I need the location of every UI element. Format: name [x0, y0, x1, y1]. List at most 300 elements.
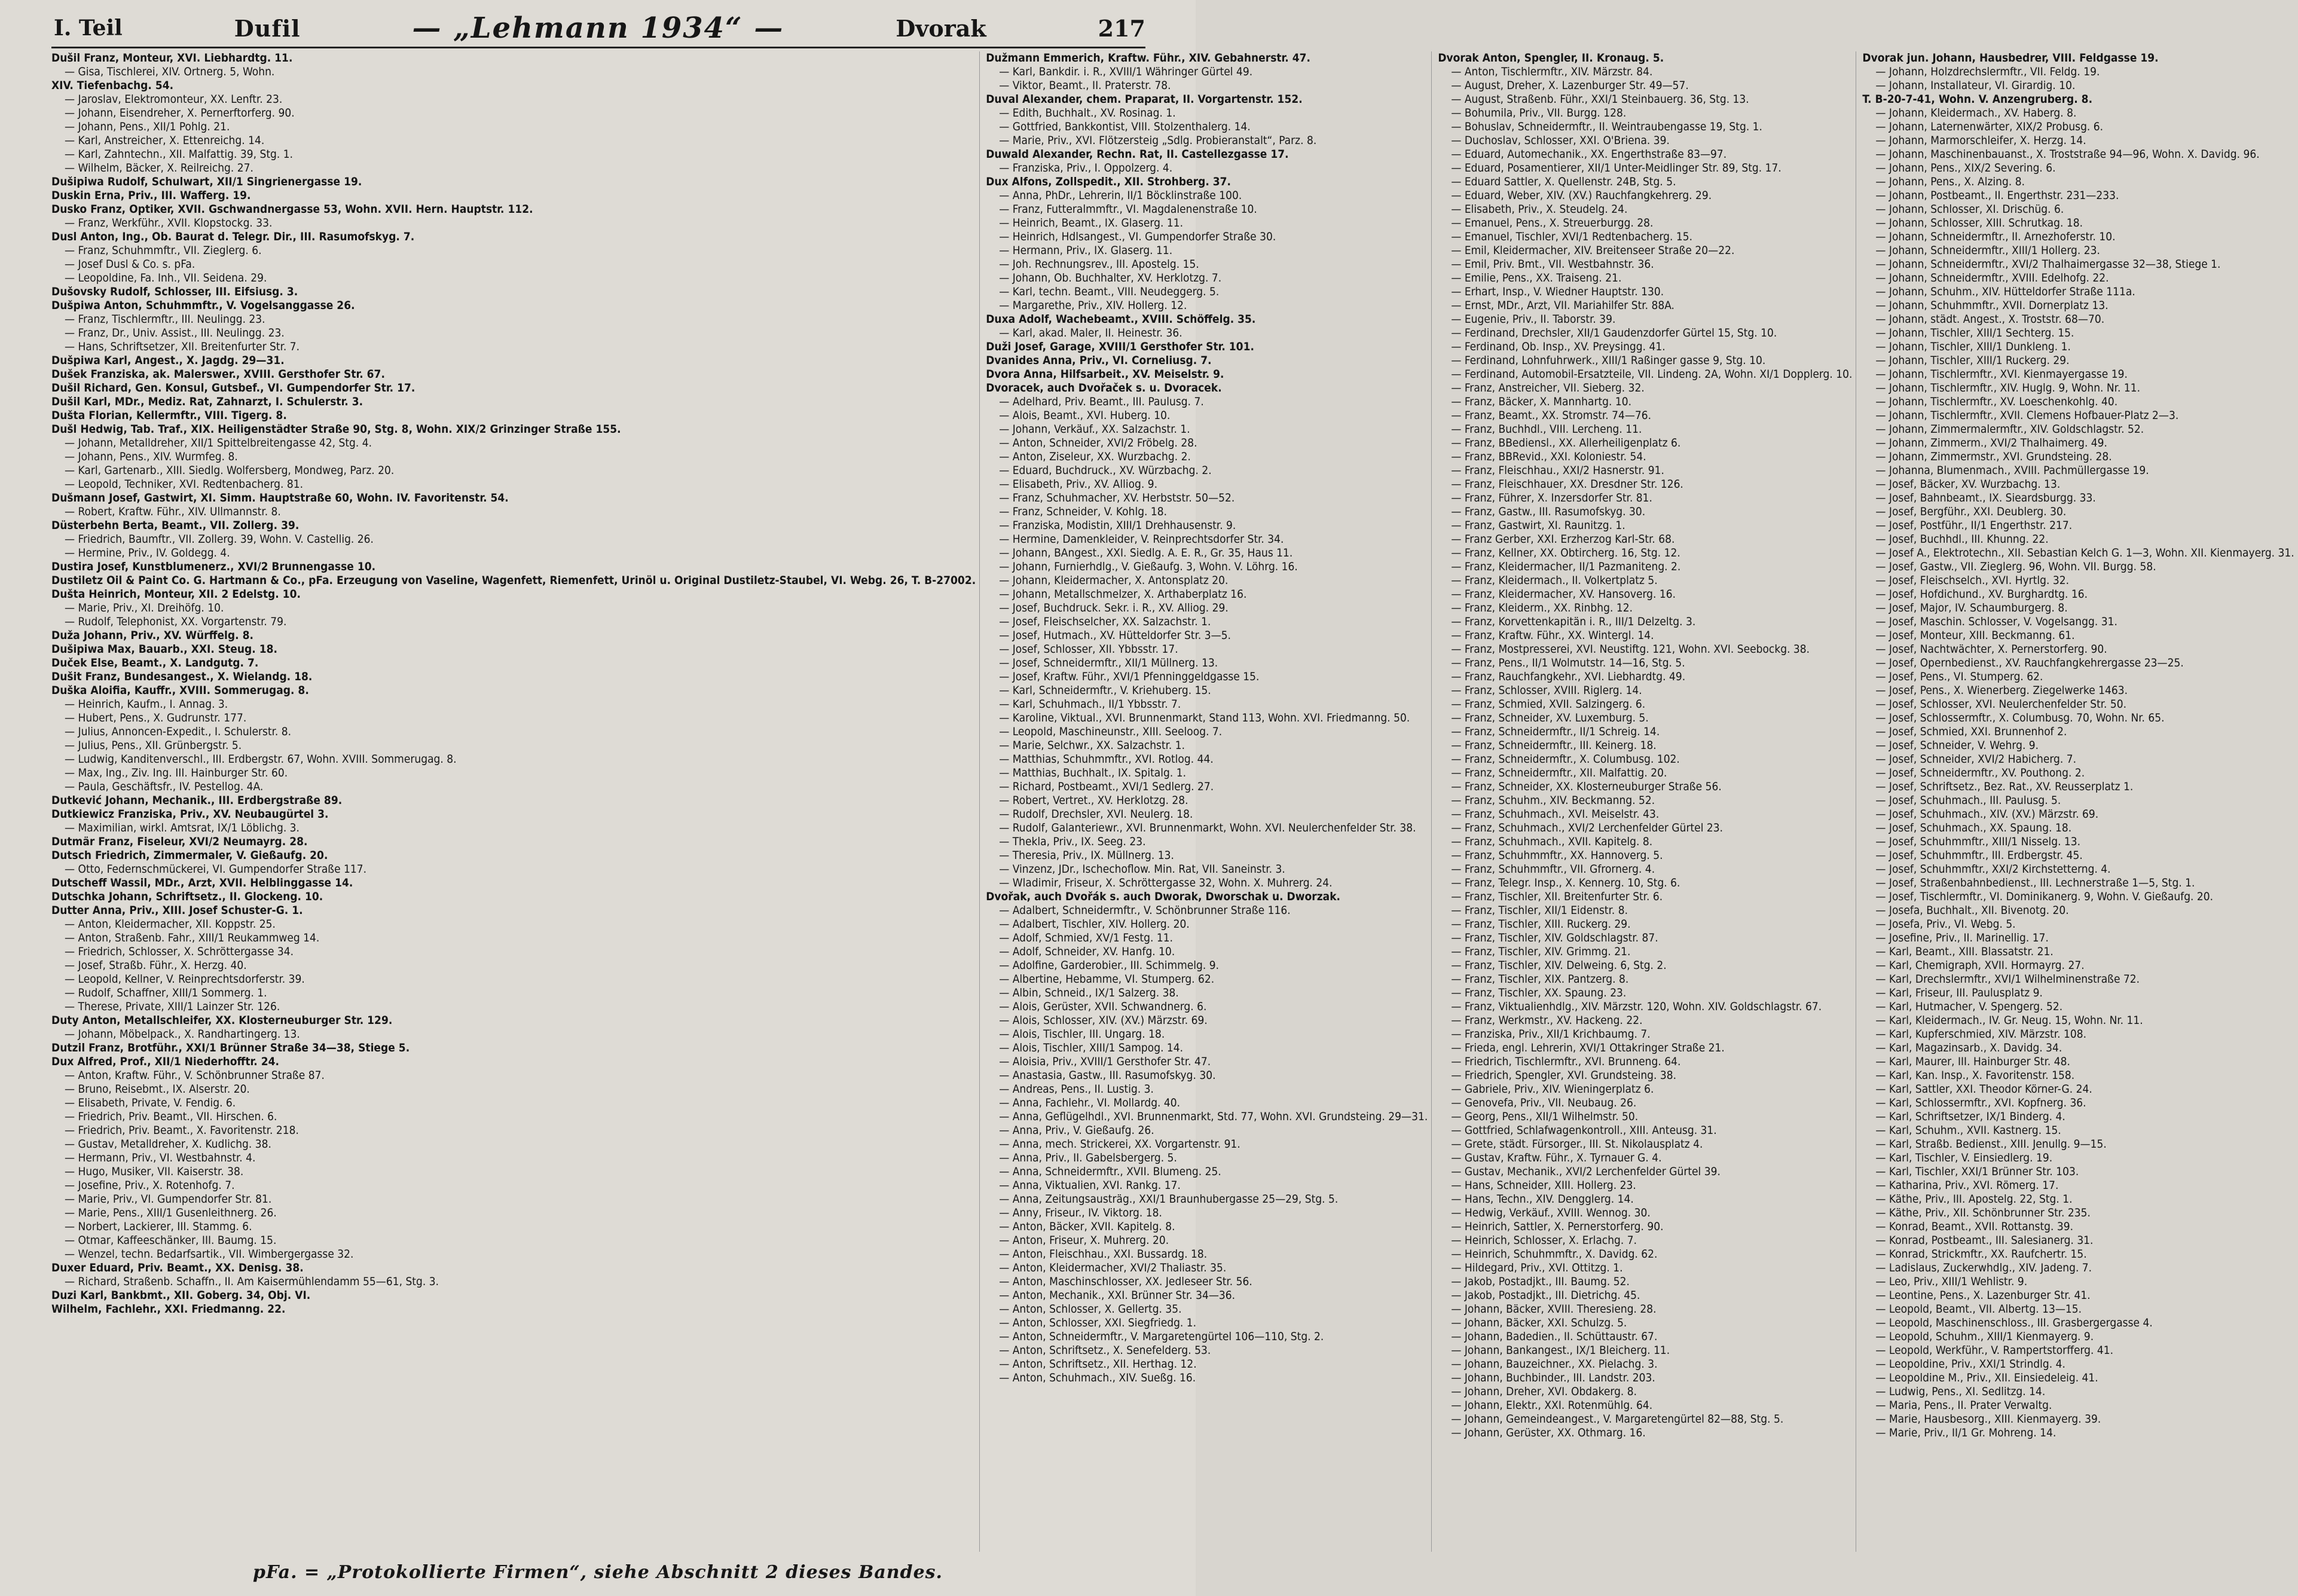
directory-entry: — Franz, Tischler, XIV. Delweing. 6, Stg. 2. [1451, 959, 1667, 972]
directory-entry: — Karl, Hutmacher, V. Spengerg. 52. [1875, 1000, 2063, 1013]
directory-entry: Dvorak jun. Johann, Hausbedrer, VIII. Feldgasse 19. [1862, 51, 2159, 65]
directory-entry: — Matthias, Buchhalt., IX. Spitalg. 1. [999, 766, 1187, 779]
directory-entry: — Franziska, Priv., I. Oppolzerg. 4. [999, 161, 1173, 175]
directory-entry: Dužmann Emmerich, Kraftw. Führ., XIV. Gebahnerstr. 47. [986, 51, 1310, 65]
directory-entry: — Anton, Friseur, X. Muhrerg. 20. [999, 1234, 1169, 1247]
directory-entry: — Karl, Tischler, V. Einsiedlerg. 19. [1875, 1151, 2053, 1164]
directory-entry: — Franz, Tischlermftr., III. Neulingg. 23. [65, 313, 265, 326]
directory-entry: — Karl, Friseur, III. Paulusplatz 9. [1875, 986, 2043, 999]
directory-entry: — Emil, Priv. Bmt., VII. Westbahnstr. 36. [1451, 258, 1654, 271]
directory-entry: Dvorak Anton, Spengler, II. Kronaug. 5. [1438, 51, 1664, 65]
directory-entry: — Anastasia, Gastw., III. Rasumofskyg. 30. [999, 1069, 1216, 1082]
directory-entry: — Adolfine, Garderobier., III. Schimmelg. 9. [999, 959, 1220, 972]
directory-entry: — Josef, Major, IV. Schaumburgerg. 8. [1875, 601, 2068, 614]
directory-entry: — Franz, BBRevid., XXI. Koloniestr. 54. [1451, 450, 1646, 463]
directory-entry: — Eduard, Weber, XIV. (XV.) Rauchfangkehrerg. 29. [1451, 189, 1712, 202]
directory-entry: — Johann, Eisendreher, X. Pernerftorferg. 90. [65, 106, 295, 120]
directory-entry: — Johann, Schlosser, XI. Drischüg. 6. [1875, 203, 2064, 216]
directory-entry: — Rudolf, Schaffner, XIII/1 Sommerg. 1. [65, 986, 267, 999]
directory-entry: — Johann, Buchbinder., III. Landstr. 203. [1451, 1371, 1655, 1384]
directory-entry: — Johann, Bäcker, XXI. Schulzg. 5. [1451, 1316, 1627, 1329]
directory-entry: — Leopold, Beamt., VII. Albertg. 13—15. [1875, 1303, 2082, 1316]
directory-entry: — Grete, städt. Fürsorger., III. St. Nikolausplatz 4. [1451, 1138, 1703, 1151]
directory-entry: — Franz, Kleiderm., XX. Rinbhg. 12. [1451, 601, 1633, 614]
directory-entry: — Leopold, Kellner, V. Reinprechtsdorferstr. 39. [65, 973, 305, 986]
directory-entry: — Frieda, engl. Lehrerin, XVI/1 Ottakringer Straße 21. [1451, 1041, 1725, 1054]
directory-entry: — Anna, Viktualien, XVI. Rankg. 17. [999, 1179, 1181, 1192]
directory-entry: — Richard, Postbeamt., XVI/1 Sedlerg. 27. [999, 780, 1214, 793]
directory-entry: — Johann, Laternenwärter, XIX/2 Probusg. 6. [1875, 120, 2104, 133]
directory-entry: — Karl, Tischler, XXI/1 Brünner Str. 103. [1875, 1165, 2079, 1178]
directory-entry: — Robert, Kraftw. Führ., XIV. Ullmannstr. 8. [65, 505, 281, 518]
directory-entry: — Franz, Dr., Univ. Assist., III. Neulingg. 23. [65, 326, 285, 340]
directory-entry: Dusl Anton, Ing., Ob. Baurat d. Telegr. Dir., III. Rasumofskyg. 7. [51, 230, 415, 243]
directory-entry: Dvanides Anna, Priv., VI. Corneliusg. 7. [986, 354, 1212, 367]
directory-entry: — Bohuslav, Schneidermftr., II. Weintraubengasse 19, Stg. 1. [1451, 120, 1762, 133]
directory-entry: — Josef, Schuhmach., XIV. (XV.) Märzstr. 69. [1875, 808, 2099, 821]
directory-entry: — Franz, Tischler, XIX. Pantzerg. 8. [1451, 973, 1629, 986]
directory-entry: — Karl, Schriftsetzer, IX/1 Binderg. 4. [1875, 1110, 2065, 1123]
directory-entry: — Franz, Tischler, XII. Breitenfurter Str. 6. [1451, 890, 1663, 903]
footer-note: pFa. = „Protokollierte Firmen“, siehe Abschnitt 2 dieses Bandes. [253, 1562, 943, 1583]
directory-entry: — Adolf, Schneider, XV. Hanfg. 10. [999, 945, 1175, 958]
directory-entry: — Karl, Drechslermftr., XVI/1 Wilhelminenstraße 72. [1875, 973, 2140, 986]
directory-entry: — Gisa, Tischlerei, XIV. Ortnerg. 5, Wohn. [65, 65, 275, 78]
directory-entry: — Friedrich, Baumftr., VII. Zollerg. 39, Wohn. V. Castellig. 26. [65, 533, 374, 546]
directory-entry: — Franz, BBediensl., XX. Allerheiligenplatz 6. [1451, 436, 1681, 450]
directory-entry: — Ferdinand, Ob. Insp., XV. Preysingg. 41. [1451, 340, 1666, 353]
directory-entry: — Johann, Schuhm., XIV. Hütteldorfer Straße 111a. [1875, 285, 2135, 298]
directory-entry: — Johann, Pens., XIX/2 Severing. 6. [1875, 161, 2056, 175]
directory-entry: Duxa Adolf, Wachebeamt., XVIII. Schöffelg. 35. [986, 313, 1256, 326]
directory-entry: — Johann, Badedien., II. Schüttaustr. 67. [1451, 1330, 1658, 1343]
directory-entry: — Johann, Schneidermftr., XVIII. Edelhofg. 22. [1875, 271, 2109, 285]
directory-entry: Dušmann Josef, Gastwirt, XI. Simm. Hauptstraße 60, Wohn. IV. Favoritenstr. 54. [51, 491, 509, 505]
directory-entry: — Josef, Straßb. Führ., X. Herzg. 40. [65, 959, 247, 972]
directory-entry: — Otto, Federnschmückerei, VI. Gumpendorfer Straße 117. [65, 863, 367, 876]
directory-entry: — Karl, Straßb. Bedienst., XIII. Jenullg. 9—15. [1875, 1138, 2107, 1151]
directory-entry: — Josef, Schneider, XVI/2 Habicherg. 7. [1875, 753, 2077, 766]
directory-entry: Dvořak, auch Dvořák s. auch Dworak, Dworschak u. Dworzak. [986, 890, 1341, 903]
directory-entry: — Franz, Schneider, XV. Luxemburg. 5. [1451, 711, 1649, 724]
directory-entry: — Hermine, Damenkleider, V. Reinprechtsdorfer Str. 34. [999, 533, 1284, 546]
directory-entry: Dutschka Johann, Schriftsetz., II. Glockeng. 10. [51, 890, 323, 903]
directory-entry: — Ludwig, Pens., XI. Sedlitzg. 14. [1875, 1385, 2046, 1398]
directory-entry: — Leopold, Maschineunstr., XIII. Seeloog. 7. [999, 725, 1223, 738]
directory-entry: — Franz, Schneider, XX. Klosterneuburger Straße 56. [1451, 780, 1722, 793]
directory-entry: — Hans, Schriftsetzer, XII. Breitenfurter Str. 7. [65, 340, 300, 353]
directory-columns [51, 51, 2294, 1552]
directory-entry: Duček Else, Beamt., X. Landgutg. 7. [51, 656, 259, 669]
directory-entry: — Karl, Schlossermftr., XVI. Kopfnerg. 36. [1875, 1096, 2086, 1109]
directory-entry: — Emanuel, Tischler, XVI/1 Redtenbacherg. 15. [1451, 230, 1693, 243]
directory-entry: — Franz, Futteralmmftr., VI. Magdalenenstraße 10. [999, 203, 1257, 216]
directory-entry: — Heinrich, Sattler, X. Pernerstorferg. 90. [1451, 1220, 1664, 1233]
directory-entry: — Anton, Straßenb. Fahr., XIII/1 Reukammweg 14. [65, 931, 320, 944]
directory-entry: — Franziska, Priv., XII/1 Krichbaumg. 7. [1451, 1028, 1651, 1041]
directory-entry: — Josef, Bergführ., XXI. Deublerg. 30. [1875, 505, 2067, 518]
directory-entry: — Franz, Telegr. Insp., X. Kennerg. 10, Stg. 6. [1451, 876, 1680, 889]
directory-entry: — Josef, Schuhmach., III. Paulusg. 5. [1875, 794, 2061, 807]
directory-entry: — Anton, Bäcker, XVII. Kapitelg. 8. [999, 1220, 1175, 1233]
directory-entry: Dustira Josef, Kunstblumenerz., XVI/2 Brunnengasse 10. [51, 560, 376, 573]
directory-entry: — Norbert, Lackierer, III. Stammg. 6. [65, 1220, 252, 1233]
directory-entry: — Johann, Dreher, XVI. Obdakerg. 8. [1451, 1385, 1637, 1398]
directory-entry: — Joh. Rechnungsrev., III. Apostelg. 15. [999, 258, 1199, 271]
directory-entry: — Josef, Schlossermftr., X. Columbusg. 70, Wohn. Nr. 65. [1875, 711, 2165, 724]
directory-entry: — Franz, Viktualienhdlg., XIV. Märzstr. 120, Wohn. XIV. Goldschlagstr. 67. [1451, 1000, 1822, 1013]
directory-entry: Dušipiwa Rudolf, Schulwart, XII/1 Singrienergasse 19. [51, 175, 362, 188]
directory-entry: — Franz, Anstreicher, VII. Sieberg. 32. [1451, 381, 1645, 395]
directory-entry: Duzi Karl, Bankbmt., XII. Goberg. 34, Obj. VI. [51, 1289, 311, 1302]
directory-entry: — Josefa, Priv., VI. Webg. 5. [1875, 918, 2016, 931]
directory-entry: — Johann, Bankangest., IX/1 Bleicherg. 11. [1451, 1344, 1670, 1357]
directory-entry: — Josef, Schuhmmftr., III. Erdbergstr. 45. [1875, 849, 2083, 862]
directory-entry: — Franz, Schlosser, XVIII. Riglerg. 14. [1451, 684, 1642, 697]
directory-entry: Dux Alfons, Zollspedit., XII. Strohberg. 37. [986, 175, 1231, 188]
directory-entry: Dusko Franz, Optiker, XVII. Gschwandnergasse 53, Wohn. XVII. Hern. Hauptstr. 112. [51, 203, 533, 216]
directory-entry: — Anna, PhDr., Lehrerin, II/1 Böcklinstraße 100. [999, 189, 1242, 202]
directory-entry: — Anton, Kraftw. Führ., V. Schönbrunner Straße 87. [65, 1069, 325, 1082]
directory-entry: — Hildegard, Priv., XVI. Ottitzg. 1. [1451, 1261, 1623, 1274]
directory-entry: — Maria, Pens., II. Prater Verwaltg. [1875, 1399, 2052, 1412]
directory-entry: — Otmar, Kaffeeschänker, III. Baumg. 15. [65, 1234, 277, 1247]
directory-entry: — Josef, Schriftsetz., Bez. Rat., XV. Reusserplatz 1. [1875, 780, 2134, 793]
directory-entry: — Hermann, Priv., IX. Glaserg. 11. [999, 244, 1173, 257]
directory-entry: — Johann, Maschinenbauanst., X. Troststraße 94—96, Wohn. X. Davidg. 96. [1875, 148, 2260, 161]
directory-entry: — Franz, Schuhmach., XVI. Meiselstr. 43. [1451, 808, 1660, 821]
directory-entry: — Thekla, Priv., IX. Seeg. 23. [999, 835, 1146, 848]
directory-entry: — Josef, Postführ., II/1 Engerthstr. 217. [1875, 519, 2073, 532]
directory-entry: — Karl, akad. Maler, II. Heinestr. 36. [999, 326, 1182, 340]
directory-entry: — Josef, Schmied, XXI. Brunnenhof 2. [1875, 725, 2067, 738]
directory-entry: — Alois, Gerüster, XVII. Schwandnerg. 6. [999, 1000, 1207, 1013]
directory-entry: — Robert, Vertret., XV. Herklotzg. 28. [999, 794, 1188, 807]
directory-entry: — Josefine, Priv., II. Marinellig. 17. [1875, 931, 2049, 944]
directory-entry: — Franz, Schneider, V. Kohlg. 18. [999, 505, 1168, 518]
directory-entry: Dušipiwa Max, Bauarb., XXI. Steug. 18. [51, 643, 278, 656]
directory-entry: — Gottfried, Schlafwagenkontroll., XIII. Anteusg. 31. [1451, 1124, 1717, 1137]
directory-entry: — Alois, Schlosser, XIV. (XV.) Märzstr. 69. [999, 1014, 1208, 1027]
directory-entry: — Ludwig, Kanditenverschl., III. Erdbergstr. 67, Wohn. XVIII. Sommerugag. 8. [65, 753, 457, 766]
column-3 [1438, 51, 1856, 1552]
directory-entry: — Rudolf, Drechsler, XVI. Neulerg. 18. [999, 808, 1193, 821]
directory-entry: — Leopoldine, Priv., XXI/1 Strindlg. 4. [1875, 1357, 2065, 1371]
directory-entry: — Johann, Tischlermftr., XVI. Kienmayergasse 19. [1875, 368, 2128, 381]
directory-entry: — Leopold, Techniker, XVI. Redtenbacherg. 81. [65, 478, 304, 491]
directory-entry: — Friedrich, Spengler, XVI. Grundsteing. 38. [1451, 1069, 1677, 1082]
directory-entry: — Ladislaus, Zuckerwhdlg., XIV. Jadeng. 7. [1875, 1261, 2092, 1274]
directory-entry: — Karl, Schuhm., XVII. Kastnerg. 15. [1875, 1124, 2061, 1137]
directory-entry: — Käthe, Priv., III. Apostelg. 22, Stg. 1. [1875, 1193, 2073, 1206]
directory-entry: — Franz, Beamt., XX. Stromstr. 74—76. [1451, 409, 1652, 422]
directory-entry: Dušpiwa Anton, Schuhmmftr., V. Vogelsanggasse 26. [51, 299, 355, 312]
directory-entry: — Josef, Schuhmmftr., XXI/2 Kirchstetterng. 4. [1875, 863, 2111, 876]
directory-entry: — Johann, Zimmermalermftr., XIV. Goldschlagstr. 52. [1875, 423, 2144, 436]
directory-entry: — Karl, Sattler, XXI. Theodor Körner-G. 24. [1875, 1083, 2092, 1096]
directory-entry: — Karl, Kleidermach., IV. Gr. Neug. 15, Wohn. Nr. 11. [1875, 1014, 2143, 1027]
directory-entry: — Johann, Holzdrechslermftr., VII. Feldg. 19. [1875, 65, 2100, 78]
directory-entry: — Anna, Schneidermftr., XVII. Blumeng. 25. [999, 1165, 1221, 1178]
directory-entry: — Gabriele, Priv., XIV. Wieningerplatz 6. [1451, 1083, 1654, 1096]
directory-entry: — Franz, Schuhmmftr., XX. Hannoverg. 5. [1451, 849, 1663, 862]
directory-entry: — Franz, Schneidermftr., X. Columbusg. 102. [1451, 753, 1680, 766]
directory-entry: — Johann, Elektr., XXI. Rotenmühlg. 64. [1451, 1399, 1653, 1412]
directory-entry: — Elisabeth, Priv., XV. Alliog. 9. [999, 478, 1158, 491]
directory-entry: — Eduard, Automechanik., XX. Engerthstraße 83—97. [1451, 148, 1727, 161]
directory-entry: — Friedrich, Priv. Beamt., VII. Hirschen. 6. [65, 1110, 277, 1123]
directory-entry: — Josef, Buchdruck. Sekr. i. R., XV. Alliog. 29. [999, 601, 1229, 614]
directory-entry: — Josef, Gastw., VII. Zieglerg. 96, Wohn. VII. Burgg. 58. [1875, 560, 2156, 573]
directory-entry: — Franz, Schneidermftr., II/1 Schreig. 14. [1451, 725, 1660, 738]
directory-entry: — Therese, Private, XIII/1 Lainzer Str. 126. [65, 1000, 280, 1013]
directory-entry: — Josef, Hofdichund., XV. Burghardtg. 16. [1875, 588, 2088, 601]
part-label: I. Teil [54, 16, 123, 41]
directory-entry: — Franz, Buchhdl., VIII. Lercheng. 11. [1451, 423, 1642, 436]
directory-entry: — Hubert, Pens., X. Gudrunstr. 177. [65, 711, 247, 724]
running-title: — „Lehmann 1934“ — [412, 11, 784, 45]
directory-entry: — Johann, Schlosser, XIII. Schrutkag. 18. [1875, 216, 2083, 230]
directory-entry: — Johann, Postbeamt., II. Engerthstr. 231—233. [1875, 189, 2119, 202]
directory-entry: — Franz, Bäcker, X. Mannhartg. 10. [1451, 395, 1632, 408]
column-1 [51, 51, 980, 1552]
directory-entry: — Josef A., Elektrotechn., XII. Sebastian Kelch G. 1—3, Wohn. XII. Kienmayerg. 31. [1875, 546, 2294, 559]
directory-entry: — Anton, Fleischhau., XXI. Bussardg. 18. [999, 1248, 1208, 1261]
directory-entry: — Anton, Schlosser, X. Gellertg. 35. [999, 1303, 1182, 1316]
directory-entry: — Adalbert, Schneidermftr., V. Schönbrunner Straße 116. [999, 904, 1291, 917]
directory-entry: — Julius, Pens., XII. Grünbergstr. 5. [65, 739, 242, 752]
directory-entry: — Vinzenz, JDr., Ischechoflow. Min. Rat, VII. Saneinstr. 3. [999, 863, 1285, 876]
directory-entry: — Ferdinand, Automobil-Ersatzteile, VII. Lindeng. 2A, Wohn. XI/1 Dopplerg. 10. [1451, 368, 1853, 381]
directory-entry: — Johann, Zimmerm., XVI/2 Thalhaimerg. 49. [1875, 436, 2107, 450]
directory-entry: — Marie, Priv., II/1 Gr. Mohreng. 14. [1875, 1426, 2056, 1439]
directory-entry: — Matthias, Schuhmmftr., XVI. Rotlog. 44. [999, 753, 1214, 766]
directory-entry: — Leopold, Werkführ., V. Rampertstorfferg. 41. [1875, 1344, 2114, 1357]
directory-entry: — Johann, Verkäuf., XX. Salzachstr. 1. [999, 423, 1190, 436]
directory-entry: — Josef, Pens., VI. Stumperg. 62. [1875, 670, 2043, 683]
directory-entry: — Anton, Tischlermftr., XIV. Märzstr. 84. [1451, 65, 1653, 78]
directory-entry: — Leo, Priv., XIII/1 Wehlistr. 9. [1875, 1275, 2028, 1288]
directory-entry: — Johann, Bäcker, XVIII. Theresieng. 28. [1451, 1303, 1657, 1316]
directory-entry: — Käthe, Priv., XII. Schönbrunner Str. 235. [1875, 1206, 2091, 1219]
directory-entry: — Anna, Priv., II. Gabelsbergerg. 5. [999, 1151, 1177, 1164]
directory-entry: Dušil Karl, MDr., Mediz. Rat, Zahnarzt, I. Schulerstr. 3. [51, 395, 363, 408]
directory-entry: — Johann, Gemeindeangest., V. Margaretengürtel 82—88, Stg. 5. [1451, 1412, 1784, 1426]
directory-entry: — Konrad, Beamt., XVII. Rottanstg. 39. [1875, 1220, 2074, 1233]
directory-entry: — Karl, Schuhmach., II/1 Ybbsstr. 7. [999, 698, 1181, 711]
directory-entry: — Johanna, Blumenmach., XVIII. Pachmüllergasse 19. [1875, 464, 2149, 477]
directory-entry: — Leontine, Pens., X. Lazenburger Str. 41. [1875, 1289, 2091, 1302]
directory-entry: — Franz, Kleidermacher, II/1 Pazmaniteng. 2. [1451, 560, 1681, 573]
directory-entry: — Leopoldine M., Priv., XII. Einsiedeleig. 41. [1875, 1371, 2098, 1384]
directory-entry: — Karl, Magazinsarb., X. Davidg. 34. [1875, 1041, 2062, 1054]
directory-entry: — Emanuel, Pens., X. Streuerburgg. 28. [1451, 216, 1654, 230]
directory-entry: — August, Straßenb. Führ., XXI/1 Steinbauerg. 36, Stg. 13. [1451, 93, 1749, 106]
directory-entry: Duwald Alexander, Rechn. Rat, II. Castellezgasse 17. [986, 148, 1289, 161]
directory-entry: — Johann, Tischlermftr., XIV. Huglg. 9, Wohn. Nr. 11. [1875, 381, 2140, 395]
directory-entry: — Aloisia, Priv., XVIII/1 Gersthofer Str. 47. [999, 1055, 1211, 1068]
directory-entry: — Anton, Schneider, XVI/2 Fröbelg. 28. [999, 436, 1197, 450]
directory-entry: — Karoline, Viktual., XVI. Brunnenmarkt, Stand 113, Wohn. XVI. Friedmanng. 50. [999, 711, 1410, 724]
directory-entry: — Johann, Zimmermstr., XVI. Grundsteing. 28. [1875, 450, 2112, 463]
directory-entry: — Franz, Fleischhau., XXI/2 Hasnerstr. 91. [1451, 464, 1664, 477]
directory-entry: — Anton, Kleidermacher, XII. Koppstr. 25. [65, 918, 276, 931]
directory-entry: Dustiletz Oil & Paint Co. G. Hartmann & Co., pFa. Erzeugung von Vaseline, Wagenfett, Riemenfett, Urinöl u. Original Dustiletz-Staubel, VI. Webg. 26, T. B-27002. [51, 574, 976, 587]
left-catchword: Dufil [234, 14, 301, 42]
directory-entry: — Eduard, Posamentierer, XII/1 Unter-Meidlinger Str. 89, Stg. 17. [1451, 161, 1781, 175]
directory-entry: — Julius, Annoncen-Expedit., I. Schulerstr. 8. [65, 725, 292, 738]
directory-entry: — Franz, Schneidermftr., XII. Malfattig. 20. [1451, 766, 1667, 779]
directory-entry: — Franz, Korvettenkapitän i. R., III/1 Delzeltg. 3. [1451, 615, 1696, 628]
directory-entry: — Gustav, Kraftw. Führ., X. Tyrnauer G. 4. [1451, 1151, 1662, 1164]
directory-entry: — Genovefa, Priv., VII. Neubaug. 26. [1451, 1096, 1637, 1109]
directory-entry: — Anna, Geflügelhdl., XVI. Brunnenmarkt, Std. 77, Wohn. XVI. Grundsteing. 29—31. [999, 1110, 1428, 1123]
directory-entry: — Hermann, Priv., VI. Westbahnstr. 4. [65, 1151, 256, 1164]
directory-entry: Dutmär Franz, Fiseleur, XVI/2 Neumayrg. 28. [51, 835, 308, 848]
directory-entry: — August, Dreher, X. Lazenburger Str. 49—57. [1451, 79, 1689, 92]
directory-entry: — Elisabeth, Private, V. Fendig. 6. [65, 1096, 236, 1109]
directory-entry: — Johann, BAngest., XXI. Siedlg. A. E. R., Gr. 35, Haus 11. [999, 546, 1293, 559]
directory-entry: — Johann, Kleidermach., XV. Haberg. 8. [1875, 106, 2077, 120]
directory-entry: — Franz Gerber, XXI. Erzherzog Karl-Str. 68. [1451, 533, 1675, 546]
directory-entry: — Marie, Pens., XIII/1 Gusenleithnerg. 26. [65, 1206, 277, 1219]
directory-entry: — Franz, Schmied, XVII. Salzingerg. 6. [1451, 698, 1646, 711]
directory-entry: Dutter Anna, Priv., XIII. Josef Schuster-G. 1. [51, 904, 303, 917]
directory-entry: — Josef, Tischlermftr., VI. Dominikanerg. 9, Wohn. V. Gießaufg. 20. [1875, 890, 2214, 903]
directory-entry: — Franz, Tischler, XII/1 Eidenstr. 8. [1451, 904, 1628, 917]
directory-entry: Düsterbehn Berta, Beamt., VII. Zollerg. 39. [51, 519, 300, 532]
directory-entry: Dvora Anna, Hilfsarbeit., XV. Meiselstr. 9. [986, 368, 1224, 381]
directory-entry: — Konrad, Postbeamt., III. Salesianerg. 31. [1875, 1234, 2094, 1247]
right-catchword: Dvorak [896, 14, 986, 42]
directory-entry: — Franz, Werkmstr., XV. Hackeng. 22. [1451, 1014, 1643, 1027]
directory-entry: — Franz, Schuhmach., XVI/2 Lerchenfelder Gürtel 23. [1451, 821, 1723, 834]
directory-entry: — Alois, Tischler, XIII/1 Sampog. 14. [999, 1041, 1184, 1054]
directory-entry: — Franz, Schuhm., XIV. Beckmanng. 52. [1451, 794, 1655, 807]
directory-entry: — Johann, Tischler, XIII/1 Sechterg. 15. [1875, 326, 2074, 340]
directory-entry: — Josef, Maschin. Schlosser, V. Vogelsangg. 31. [1875, 615, 2117, 628]
directory-entry: — Johann, Schuhmmftr., XVII. Dornerplatz 13. [1875, 299, 2108, 312]
directory-entry: — Hedwig, Verkäuf., XVIII. Wennog. 30. [1451, 1206, 1651, 1219]
directory-entry: — Anton, Maschinschlosser, XX. Jedleseer Str. 56. [999, 1275, 1252, 1288]
directory-entry: — Franz, Tischler, XX. Spaung. 23. [1451, 986, 1627, 999]
directory-entry: Duxer Eduard, Priv. Beamt., XX. Denisg. 38. [51, 1261, 304, 1274]
directory-entry: — Anton, Schriftsetz., X. Senefelderg. 53. [999, 1344, 1211, 1357]
directory-entry: — Heinrich, Hdlsangest., VI. Gumpendorfer Straße 30. [999, 230, 1276, 243]
directory-entry: — Leopold, Schuhm., XIII/1 Kienmayerg. 9. [1875, 1330, 2094, 1343]
directory-entry: — Johann, Installateur, VI. Girardig. 10. [1875, 79, 2076, 92]
directory-entry: — Jakob, Postadjkt., III. Dietrichg. 45. [1451, 1289, 1640, 1302]
directory-entry: — Franz, Tischler, XIV. Goldschlagstr. 87. [1451, 931, 1658, 944]
directory-entry: — Friedrich, Tischlermftr., XVI. Brunneng. 64. [1451, 1055, 1681, 1068]
directory-entry: — Franz, Schuhmach., XVII. Kapitelg. 8. [1451, 835, 1653, 848]
directory-entry: Dutsch Friedrich, Zimmermaler, V. Gießaufg. 20. [51, 849, 328, 862]
directory-entry: — Gustav, Metalldreher, X. Kudlichg. 38. [65, 1138, 271, 1151]
directory-entry: — Johann, Metalldreher, XII/1 Spittelbreitengasse 42, Stg. 4. [65, 436, 372, 450]
directory-entry: — Leopold, Maschinenschloss., III. Grasbergergasse 4. [1875, 1316, 2153, 1329]
directory-entry: — Franz, Rauchfangkehr., XVI. Liebhardtg. 49. [1451, 670, 1686, 683]
directory-entry: — Karl, Maurer, III. Hainburger Str. 48. [1875, 1055, 2070, 1068]
directory-entry: — Hans, Techn., XIV. Dengglerg. 14. [1451, 1193, 1634, 1206]
directory-entry: — Johann, Tischlermftr., XVII. Clemens Hofbauer-Platz 2—3. [1875, 409, 2179, 422]
directory-entry: — Ferdinand, Drechsler, XII/1 Gaudenzdorfer Gürtel 15, Stg. 10. [1451, 326, 1777, 340]
directory-entry: — Josef, Fleischselch., XVI. Hyrtlg. 32. [1875, 574, 2070, 587]
directory-entry: — Jakob, Postadjkt., III. Baumg. 52. [1451, 1275, 1630, 1288]
directory-entry: — Duchoslav, Schlosser, XXI. O'Briena. 39. [1451, 134, 1670, 147]
directory-entry: — Johann, Pens., X. Alzing. 8. [1875, 175, 2025, 188]
directory-entry: — Karl, Schneidermftr., V. Kriehuberg. 15. [999, 684, 1211, 697]
directory-entry: — Josefa, Buchhalt., XII. Bivenotg. 20. [1875, 904, 2069, 917]
directory-entry: — Josef, Nachtwächter, X. Pernerstorferg. 90. [1875, 643, 2107, 656]
directory-entry: — Josef, Hutmach., XV. Hütteldorfer Str. 3—5. [999, 629, 1231, 642]
directory-entry: — Johann, Schneidermftr., XIII/1 Hollerg. 23. [1875, 244, 2100, 257]
directory-entry: — Anton, Schlosser, XXI. Siegfriedg. 1. [999, 1316, 1197, 1329]
directory-entry: — Bohumila, Priv., VII. Burgg. 128. [1451, 106, 1627, 120]
directory-entry: Dušek Franziska, ak. Malerswer., XVIII. Gersthofer Str. 67. [51, 368, 385, 381]
directory-entry: — Marie, Priv., VI. Gumpendorfer Str. 81. [65, 1193, 272, 1206]
directory-entry: — Johann, Kleidermacher, X. Antonsplatz 20. [999, 574, 1229, 587]
column-2 [986, 51, 1432, 1552]
directory-entry: Dutkiewicz Franziska, Priv., XV. Neubaugürtel 3. [51, 808, 329, 821]
directory-entry: — Franz, Kleidermacher, XV. Hansoverg. 16. [1451, 588, 1676, 601]
directory-entry: — Gustav, Mechanik., XVI/2 Lerchenfelder Gürtel 39. [1451, 1165, 1721, 1178]
directory-entry: — Andreas, Pens., II. Lustig. 3. [999, 1083, 1154, 1096]
directory-entry: — Franz, Werkführ., XVII. Klopstockg. 33. [65, 216, 273, 230]
directory-entry: — Marie, Priv., XI. Dreihöfg. 10. [65, 601, 224, 614]
directory-entry: — Josef, Bäcker, XV. Wurzbachg. 13. [1875, 478, 2061, 491]
directory-entry: — Josef, Schlosser, XII. Ybbsstr. 17. [999, 643, 1178, 656]
directory-entry: — Franz, Pens., II/1 Wolmutstr. 14—16, Stg. 5. [1451, 656, 1685, 669]
directory-entry: — Karl, Zahntechn., XII. Malfattig. 39, Stg. 1. [65, 148, 294, 161]
directory-entry: — Hermine, Priv., IV. Goldegg. 4. [65, 546, 230, 559]
directory-entry: — Heinrich, Schlosser, X. Erlachg. 7. [1451, 1234, 1637, 1247]
column-4 [1862, 51, 2297, 1552]
directory-entry: — Anton, Kleidermacher, XVI/2 Thaliastr. 35. [999, 1261, 1227, 1274]
directory-entry: — Alois, Beamt., XVI. Huberg. 10. [999, 409, 1171, 422]
directory-entry: — Georg, Pens., XII/1 Wilhelmstr. 50. [1451, 1110, 1639, 1123]
directory-entry: — Eugenie, Priv., II. Taborstr. 39. [1451, 313, 1616, 326]
directory-entry: — Eduard Sattler, X. Quellenstr. 24B, Stg. 5. [1451, 175, 1676, 188]
directory-entry: — Johann, Tischlermftr., XV. Loeschenkohlg. 40. [1875, 395, 2118, 408]
directory-entry: Duty Anton, Metallschleifer, XX. Klosterneuburger Str. 129. [51, 1014, 393, 1027]
directory-entry: — Leopoldine, Fa. Inh., VII. Seidena. 29. [65, 271, 267, 285]
directory-entry: — Heinrich, Schuhmmftr., X. Davidg. 62. [1451, 1248, 1658, 1261]
directory-entry: — Ferdinand, Lohnfuhrwerk., XIII/1 Raßinger gasse 9, Stg. 10. [1451, 354, 1766, 367]
directory-entry: — Johann, Metallschmelzer, X. Arthaberplatz 16. [999, 588, 1247, 601]
directory-entry: — Adelhard, Priv. Beamt., III. Paulusg. 7. [999, 395, 1204, 408]
directory-entry: — Hans, Schneider, XIII. Hollerg. 23. [1451, 1179, 1636, 1192]
directory-entry: — Anna, Fachlehr., VI. Mollardg. 40. [999, 1096, 1181, 1109]
directory-entry: — Josef, Schuhmach., XX. Spaung. 18. [1875, 821, 2072, 834]
directory-entry: Dušil Richard, Gen. Konsul, Gutsbef., VI. Gumpendorfer Str. 17. [51, 381, 415, 395]
directory-entry: — Franz, Tischler, XIII. Ruckerg. 29. [1451, 918, 1631, 931]
directory-entry: — Johann, Pens., XII/1 Pohlg. 21. [65, 120, 230, 133]
directory-entry: — Franz, Mostpresserei, XVI. Neustiftg. 121, Wohn. XVI. Seebockg. 38. [1451, 643, 1810, 656]
directory-entry: — Karl, Kan. Insp., X. Favoritenstr. 158. [1875, 1069, 2075, 1082]
directory-entry: — Anton, Schneidermftr., V. Margaretengürtel 106—110, Stg. 2. [999, 1330, 1324, 1343]
directory-entry: — Heinrich, Beamt., IX. Glaserg. 11. [999, 216, 1183, 230]
directory-entry: — Albertine, Hebamme, VI. Stumperg. 62. [999, 973, 1215, 986]
directory-entry: — Johann, Tischler, XIII/1 Ruckerg. 29. [1875, 354, 2070, 367]
directory-entry: Duskin Erna, Priv., III. Wafferg. 19. [51, 189, 251, 202]
directory-entry: — Max, Ing., Ziv. Ing. III. Hainburger Str. 60. [65, 766, 288, 779]
directory-entry: — Anton, Schuhmach., XIV. Sueßg. 16. [999, 1371, 1196, 1384]
directory-entry: — Josef, Bahnbeamt., IX. Sieardsburgg. 33. [1875, 491, 2096, 505]
directory-entry: — Franziska, Modistin, XIII/1 Drehhausenstr. 9. [999, 519, 1236, 532]
directory-entry: Dušit Franz, Bundesangest., X. Wielandg. 18. [51, 670, 313, 683]
directory-entry: — Josef, Schlosser, XVI. Neulerchenfelder Str. 50. [1875, 698, 2127, 711]
directory-entry: — Josef, Kraftw. Führ., XVI/1 Pfenninggeldgasse 15. [999, 670, 1260, 683]
